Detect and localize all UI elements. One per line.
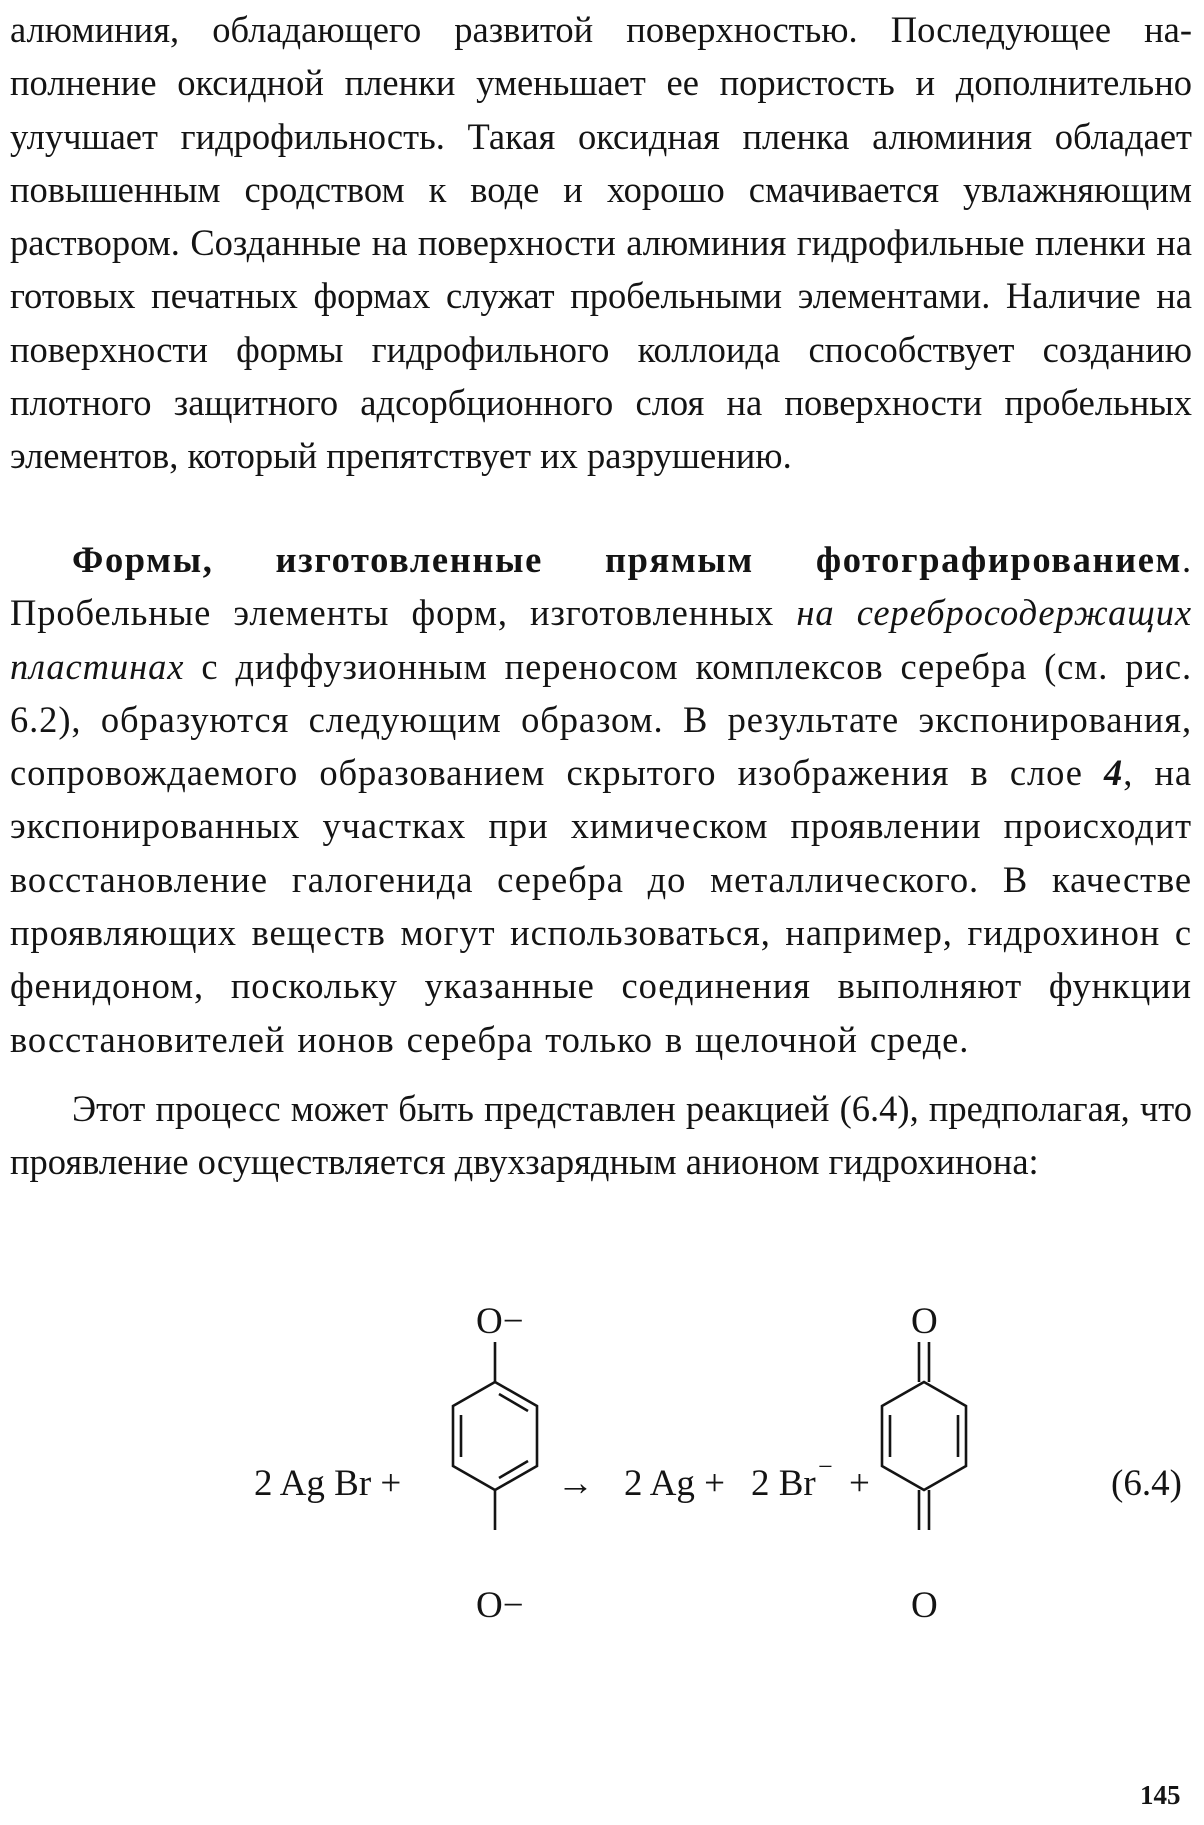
benzene-ring xyxy=(453,1382,537,1490)
reactant-silver-bromide: 2 Ag Br + xyxy=(254,1463,402,1504)
paragraph-2 xyxy=(10,533,1192,1066)
bromide-charge: − xyxy=(818,1452,833,1481)
section-heading: Формы, изготовленные прямым фотографированием xyxy=(72,539,1182,580)
hydroquinone-dianion-structure xyxy=(453,1342,537,1530)
paragraph-1: алюминия, обладающего развитой поверхностью. Последующее наполнение оксидной пленки уменьшает ее пористость и дополнительно улучшает гидрофильность. Такая оксидная пленка алюминия обладает повышенным сродством к воде и хорошо смачивается увлажняющим раствором. Созданные на поверхности алюминия гидрофильные пленки на готовых печатных формах служат пробельными элементами. Наличие на поверхности формы гидрофильного коллоида способствует созданию плотного защитного адсорбционного слоя на поверхности пробельных элементов, который препятствует их разрушению. xyxy=(10,9,1192,477)
page-number: 145 xyxy=(1140,1780,1181,1810)
product-plus: + xyxy=(849,1463,870,1504)
ring-inner-bond xyxy=(499,1461,528,1478)
hydroquinone-top-oxygen: O− xyxy=(476,1301,524,1342)
equation-number: (6.4) xyxy=(1111,1463,1182,1504)
hydroquinone-bottom-oxygen: O− xyxy=(476,1585,524,1626)
paragraph-2-text-b: с диффузионным переносом комплексов серебра (см. рис. 6.2), образуются следующим образом. В результате экспонирования, сопровождаемого образованием скрытого изображения в слое xyxy=(10,645,1192,794)
ring-inner-bond xyxy=(499,1394,528,1411)
heading-period: . xyxy=(1181,539,1192,580)
product-bromide: 2 Br xyxy=(751,1463,816,1504)
reaction-equation xyxy=(0,1230,1204,1630)
italic-term: на серебросодержащих пластинах xyxy=(10,592,1192,687)
reaction-arrow: → xyxy=(557,1463,594,1504)
paragraph-3 xyxy=(10,1082,1192,1189)
layer-number: 4 xyxy=(1104,752,1124,794)
paragraph-3-text: Этот процесс может быть представлен реакцией (6.4), предполагая, что проявление осуществляется двухзарядным анионом гидрохинона: xyxy=(10,1088,1192,1183)
paragraph-2-text-c: , на экспонированных участках при химическом проявлении происходит восстановление галогенида серебра до металлического. В качестве проявляющих веществ могут использоваться, например, гидрохинон с фенидоном, поскольку указанные соединения выполняют функции восстановителей ионов серебра только в щелочной среде. xyxy=(10,752,1192,1060)
paragraph-2-text-a: Пробельные элементы форм, изготовленных xyxy=(10,592,797,634)
quinone-top-oxygen: O xyxy=(911,1301,938,1342)
quinone-bottom-oxygen: O xyxy=(911,1585,938,1626)
quinone-structure xyxy=(882,1342,966,1530)
quinone-ring xyxy=(882,1382,966,1490)
product-silver: 2 Ag + xyxy=(624,1463,726,1504)
